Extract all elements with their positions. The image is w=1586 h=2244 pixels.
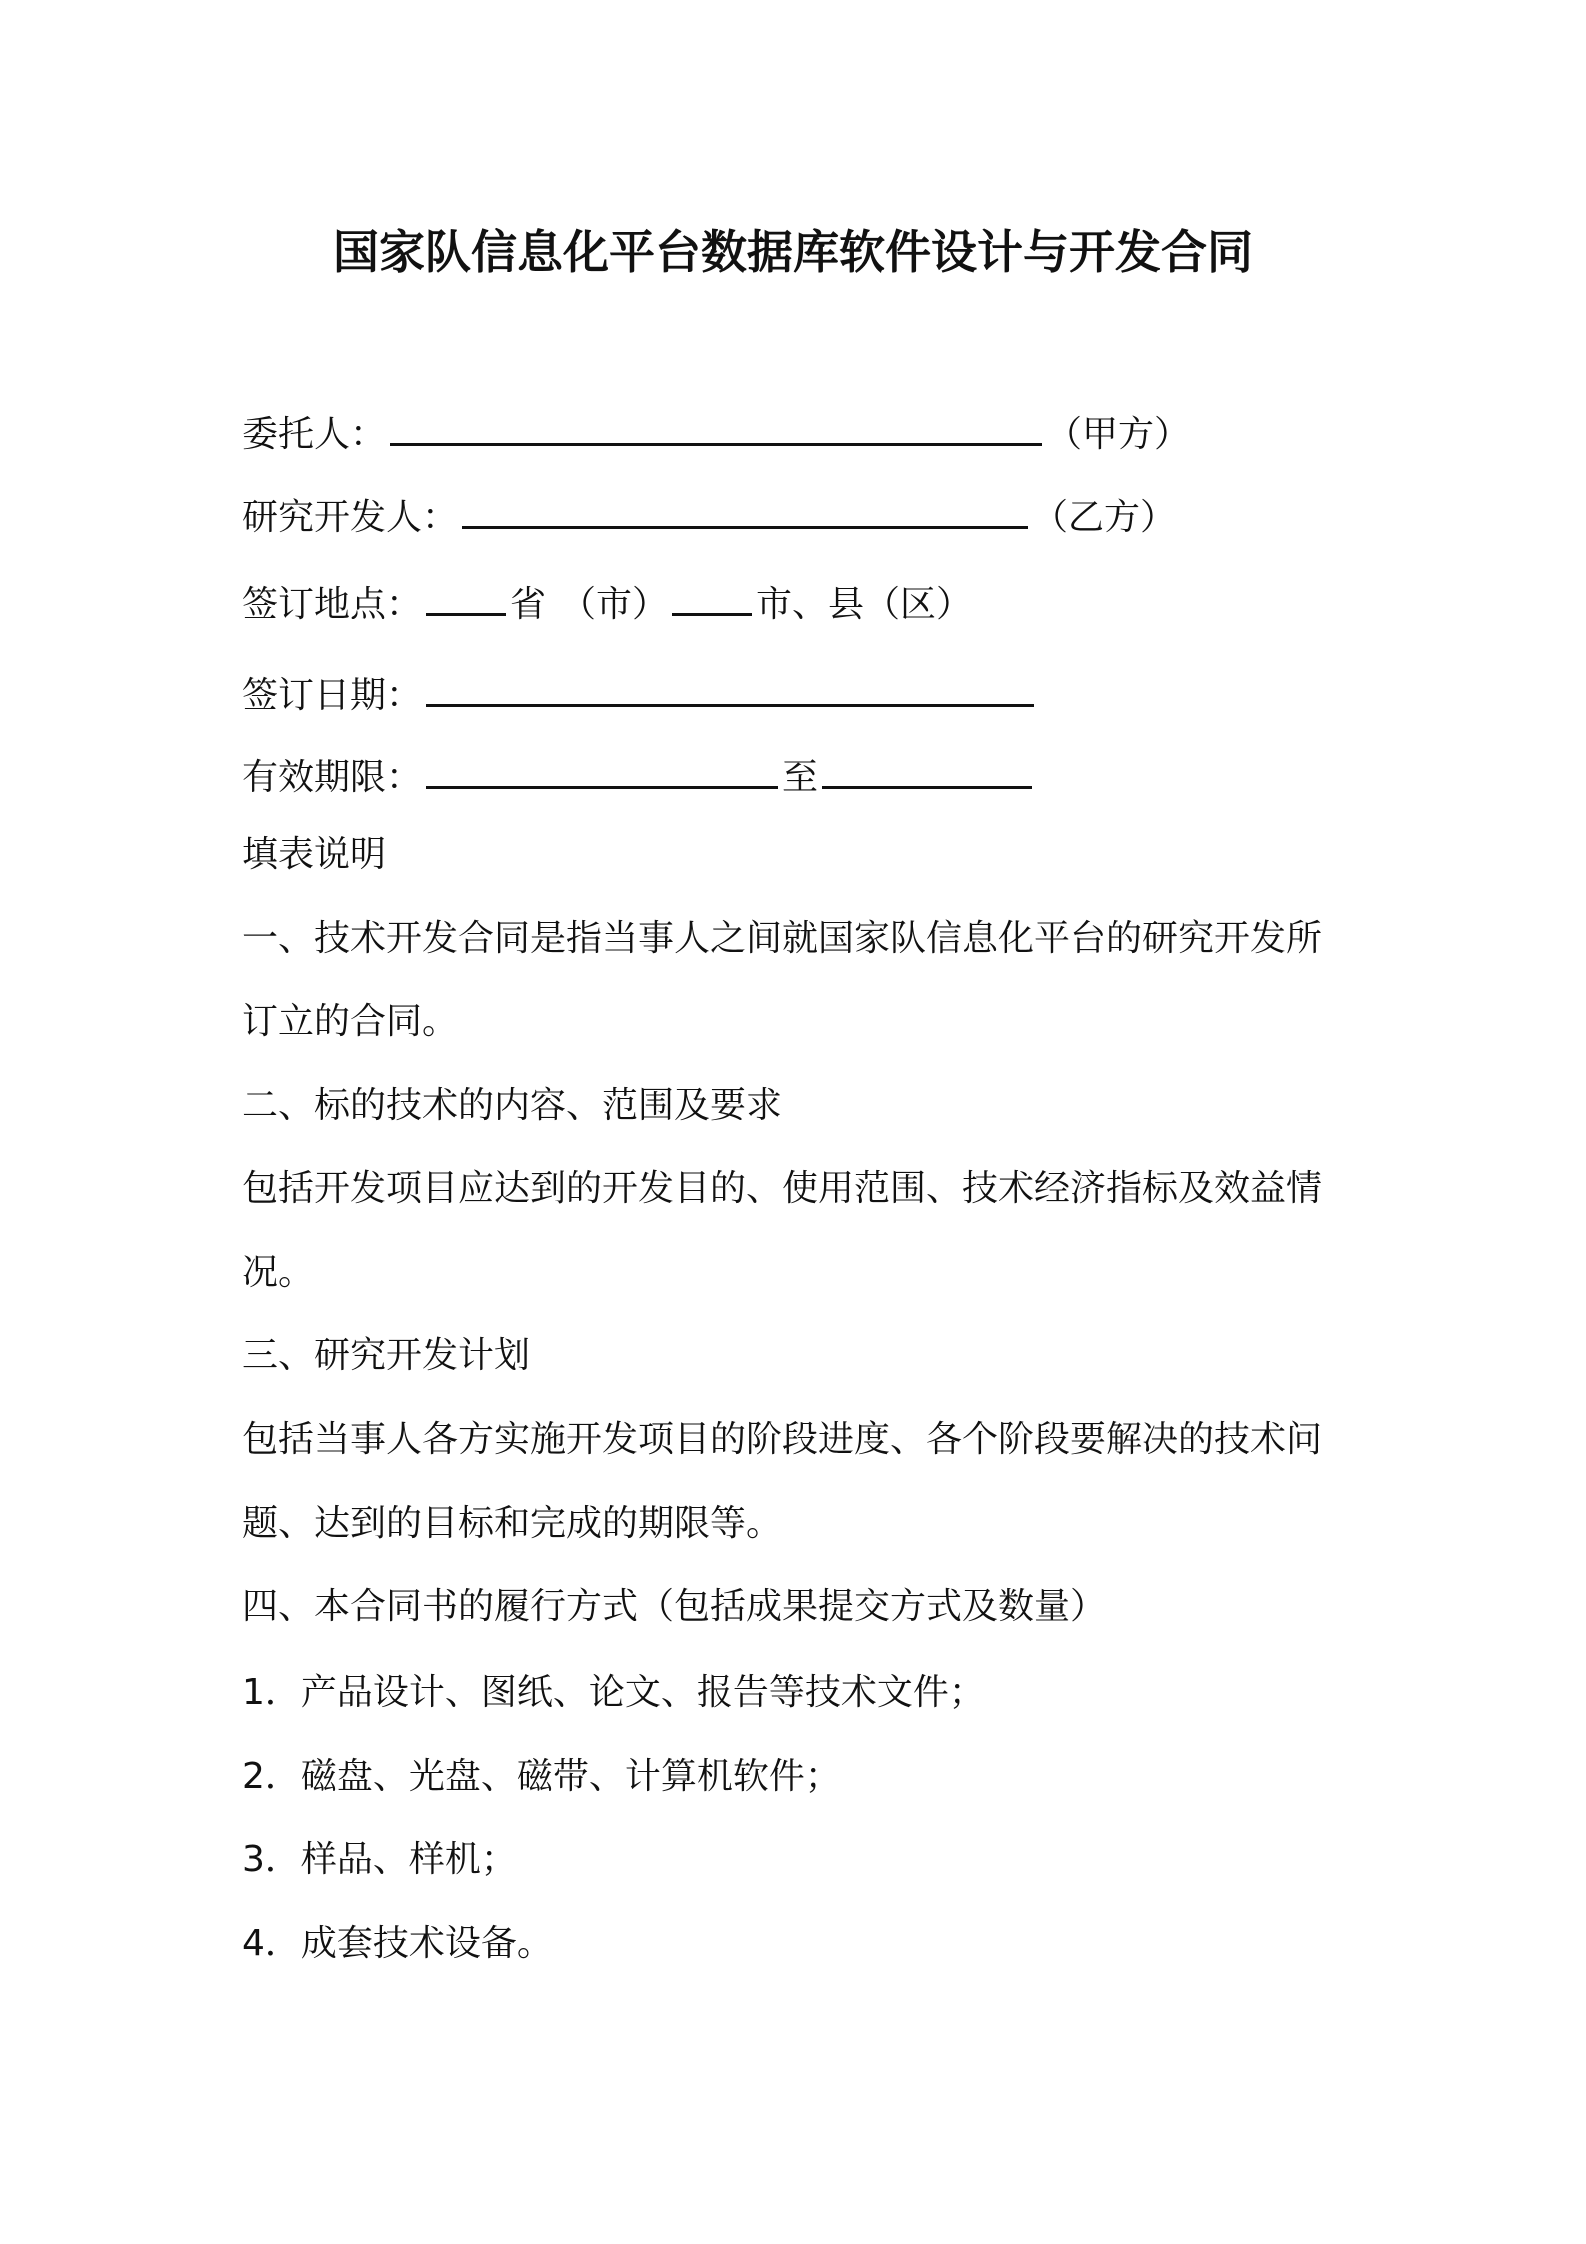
validity-label: 有效期限： — [242, 757, 423, 798]
date-label: 签订日期： — [242, 675, 423, 716]
client-blank — [390, 413, 1042, 446]
section2-heading: 二、标的技术的内容、范围及要求 — [242, 1085, 783, 1126]
place-label: 签订地点： — [242, 584, 423, 625]
document-title: 国家队信息化平台数据库软件设计与开发合同 — [333, 225, 1253, 279]
section1-text-cont: 订立的合同。 — [242, 1001, 459, 1042]
validity-end-blank — [822, 756, 1032, 789]
city-blank — [672, 583, 752, 616]
developer-blank — [462, 496, 1028, 529]
date-field — [242, 674, 1038, 718]
section1-text: 一、技术开发合同是指当事人之间就国家队信息化平台的研究开发所 — [242, 918, 1323, 959]
province-text: 省 — [510, 584, 547, 625]
list-item: 1．产品设计、图纸、论文、报告等技术文件； — [242, 1672, 985, 1713]
city-paren-text: （市） — [560, 584, 669, 625]
section3-text-cont: 题、达到的目标和完成的期限等。 — [242, 1503, 783, 1544]
client-suffix: （甲方） — [1046, 414, 1191, 455]
section2-text: 包括开发项目应达到的开发目的、使用范围、技术经济指标及效益情 — [242, 1168, 1323, 1209]
section3-text: 包括当事人各方实施开发项目的阶段进度、各个阶段要解决的技术问 — [242, 1419, 1323, 1460]
section4-heading: 四、本合同书的履行方式（包括成果提交方式及数量） — [242, 1586, 1107, 1627]
instructions-heading: 填表说明 — [242, 834, 387, 875]
place-field — [242, 583, 972, 627]
province-blank — [426, 583, 506, 616]
client-label: 委托人： — [242, 414, 387, 455]
developer-field — [242, 496, 1176, 540]
list-item: 2．磁盘、光盘、磁带、计算机软件； — [242, 1756, 841, 1797]
date-blank — [426, 674, 1034, 707]
validity-to: 至 — [782, 757, 819, 798]
validity-start-blank — [426, 756, 778, 789]
validity-field — [242, 756, 1036, 800]
county-text: 市、县（区） — [756, 584, 973, 625]
section2-text-cont: 况。 — [242, 1252, 315, 1293]
section3-heading: 三、研究开发计划 — [242, 1335, 531, 1376]
developer-suffix: （乙方） — [1032, 497, 1177, 538]
client-field — [242, 413, 1190, 457]
list-item: 4．成套技术设备。 — [242, 1923, 553, 1964]
developer-label: 研究开发人： — [242, 497, 459, 538]
list-item: 3．样品、样机； — [242, 1839, 517, 1880]
